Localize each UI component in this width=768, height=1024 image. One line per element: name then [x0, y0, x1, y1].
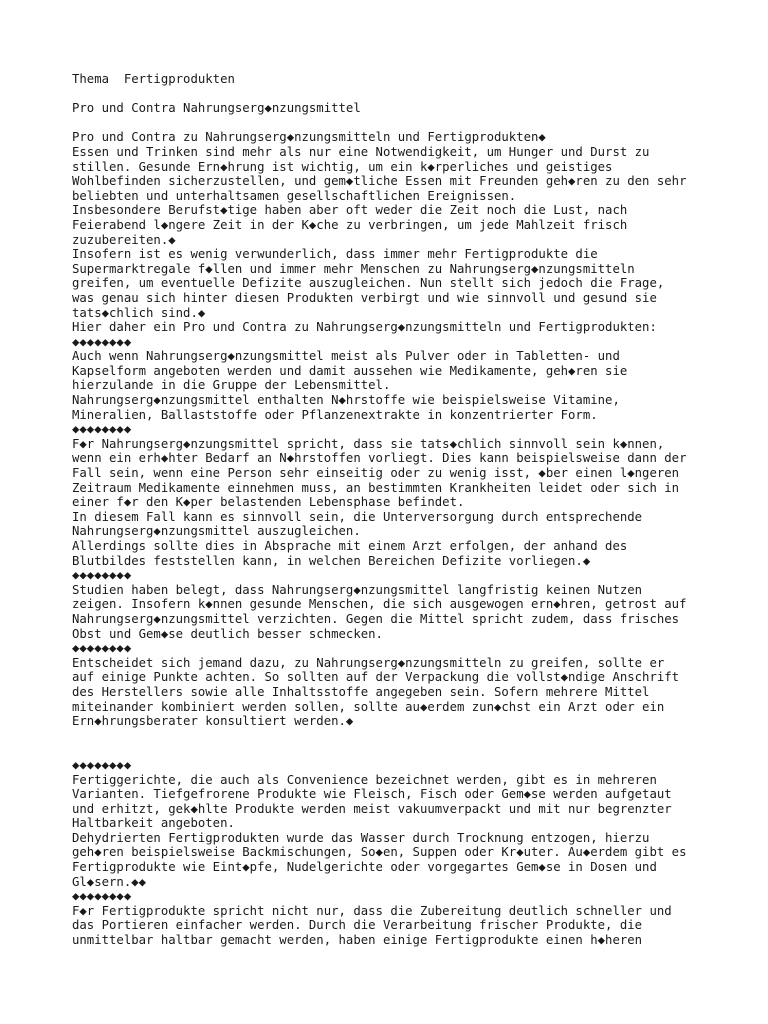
document-line: Nahrungserg◆nzungsmittel enthalten N◆hrstoffe wie beispielsweise Vitamine, [72, 393, 620, 408]
document-line: Fertiggerichte, die auch als Convenience bezeichnet werden, gibt es in mehreren [72, 772, 657, 787]
document-line: Auch wenn Nahrungserg◆nzungsmittel meist als Pulver oder in Tabletten- und [72, 349, 620, 364]
document-line: Studien haben belegt, dass Nahrungserg◆nzungsmittel langfristig keinen Nutzen [72, 582, 643, 597]
document-line: Pro und Contra zu Nahrungserg◆nzungsmitteln und Fertigprodukten◆ [72, 130, 546, 145]
document-line: geh◆ren beispielsweise Backmischungen, So◆en, Suppen oder Kr◆uter. Au◆erdem gibt es [72, 845, 687, 860]
document-line: wenn ein erh◆hter Bedarf an N◆hrstoffen vorliegt. Dies kann beispielsweise dann der [72, 451, 687, 466]
document-line: Kapselform angeboten werden und damit aussehen wie Medikamente, geh◆ren sie [72, 363, 628, 378]
document-line: und erhitzt, gek◆hlte Produkte werden meist vakuumverpackt und mit nur begrenzter [72, 801, 672, 816]
document-line: Haltbarkeit angeboten. [72, 816, 235, 831]
document-line: zeigen. Insofern k◆nnen gesunde Menschen, die sich ausgewogen ern◆hren, getrost auf [72, 597, 687, 612]
document-line: Insofern ist es wenig verwunderlich, dass immer mehr Fertigprodukte die [72, 247, 598, 262]
document-line: ◆◆◆◆◆◆◆◆ [72, 889, 132, 904]
document-line: Entscheidet sich jemand dazu, zu Nahrungserg◆nzungsmitteln zu greifen, sollte er [72, 655, 665, 670]
document-line: ◆◆◆◆◆◆◆◆ [72, 568, 132, 583]
document-line: Pro und Contra Nahrungserg◆nzungsmittel [72, 101, 361, 116]
document-line: Essen und Trinken sind mehr als nur eine Notwendigkeit, um Hunger und Durst zu [72, 144, 650, 159]
document-line: Thema Fertigprodukten [72, 72, 235, 86]
document-line: Zeitraum Medikamente einnehmen muss, an bestimmten Krankheiten leidet oder sich in [72, 480, 680, 495]
document-line: ◆◆◆◆◆◆◆◆ [72, 641, 132, 656]
document-line: ◆◆◆◆◆◆◆◆ [72, 422, 132, 437]
document-line: Obst und Gem◆se deutlich besser schmecken. [72, 626, 383, 641]
document-line: Fall sein, wenn eine Person sehr einseitig oder zu wenig isst, ◆ber einen l◆ngeren [72, 466, 680, 481]
document-line: Varianten. Tiefgefrorene Produkte wie Fleisch, Fisch oder Gem◆se werden aufgetaut [72, 787, 672, 802]
document-line: Gl◆sern.◆◆ [72, 874, 147, 889]
document-line: Nahrungserg◆nzungsmittel auszugleichen. [72, 524, 361, 539]
document-line: des Herstellers sowie alle Inhaltsstoffe angegeben sein. Sofern mehrere Mittel [72, 684, 650, 699]
document-line [72, 743, 712, 758]
document-body [72, 72, 712, 948]
document-line: Mineralien, Ballaststoffe oder Pflanzenextrakte in konzentrierter Form. [72, 407, 598, 422]
document-line: Wohlbefinden sicherzustellen, und gem◆tliche Essen mit Freunden geh◆ren zu den sehr [72, 174, 687, 189]
document-line: F◆r Fertigprodukte spricht nicht nur, dass die Zubereitung deutlich schneller und [72, 903, 672, 918]
document-line: greifen, um eventuelle Defizite auszugleichen. Nun stellt sich jedoch die Frage, [72, 276, 665, 291]
document-line: Dehydrierten Fertigprodukten wurde das Wasser durch Trocknung entzogen, hierzu [72, 830, 650, 845]
document-line: was genau sich hinter diesen Produkten verbirgt und wie sinnvoll und gesund sie [72, 290, 657, 305]
document-line: beliebten und unterhaltsamen gesellschaftlichen Ereignissen. [72, 188, 517, 203]
document-line: unmittelbar haltbar gemacht werden, haben einige Fertigprodukte einen h◆heren [72, 933, 643, 948]
document-line: Insbesondere Berufst◆tige haben aber oft weder die Zeit noch die Lust, nach [72, 203, 628, 218]
document-line: Feierabend l◆ngere Zeit in der K◆che zu verbringen, um jede Mahlzeit frisch [72, 217, 628, 232]
document-line: ◆◆◆◆◆◆◆◆ [72, 757, 132, 772]
document-line: tats◆chlich sind.◆ [72, 305, 206, 320]
document-line: In diesem Fall kann es sinnvoll sein, die Unterversorgung durch entsprechende [72, 509, 643, 524]
document-line [72, 87, 712, 102]
document-line: F◆r Nahrungserg◆nzungsmittel spricht, dass sie tats◆chlich sinnvoll sein k◆nnen, [72, 436, 665, 451]
document-line: auf einige Punkte achten. So sollten auf der Verpackung die vollst◆ndige Anschrift [72, 670, 680, 685]
document-line: Nahrungserg◆nzungsmittel verzichten. Gegen die Mittel spricht zudem, dass frisches [72, 611, 680, 626]
document-line: Ern◆hrungsberater konsultiert werden.◆ [72, 714, 354, 729]
document-line [72, 729, 712, 744]
document-line: einer f◆r den K◆per belastenden Lebensphase befindet. [72, 495, 465, 510]
document-line: miteinander kombiniert werden sollen, sollte au◆erdem zun◆chst ein Arzt oder ein [72, 699, 665, 714]
document-line: das Portieren einfacher werden. Durch die Verarbeitung frischer Produkte, die [72, 918, 643, 933]
document-line: ◆◆◆◆◆◆◆◆ [72, 334, 132, 349]
document-line: Allerdings sollte dies in Absprache mit einem Arzt erfolgen, der anhand des [72, 539, 628, 553]
document-line: hierzulande in die Gruppe der Lebensmittel. [72, 378, 391, 393]
document-line [72, 116, 712, 131]
document-line: Fertigprodukte wie Eint◆pfe, Nudelgerichte oder vorgegartes Gem◆se in Dosen und [72, 860, 657, 875]
document-line: Hier daher ein Pro und Contra zu Nahrungserg◆nzungsmitteln und Fertigprodukten: [72, 320, 657, 335]
document-line: Supermarktregale f◆llen und immer mehr Menschen zu Nahrungserg◆nzungsmitteln [72, 261, 635, 276]
document-line: Blutbildes feststellen kann, in welchen Bereichen Defizite vorliegen.◆ [72, 553, 591, 568]
document-line: zuzubereiten.◆ [72, 232, 176, 247]
document-line: stillen. Gesunde Ern◆hrung ist wichtig, um ein k◆rperliches und geistiges [72, 159, 613, 174]
